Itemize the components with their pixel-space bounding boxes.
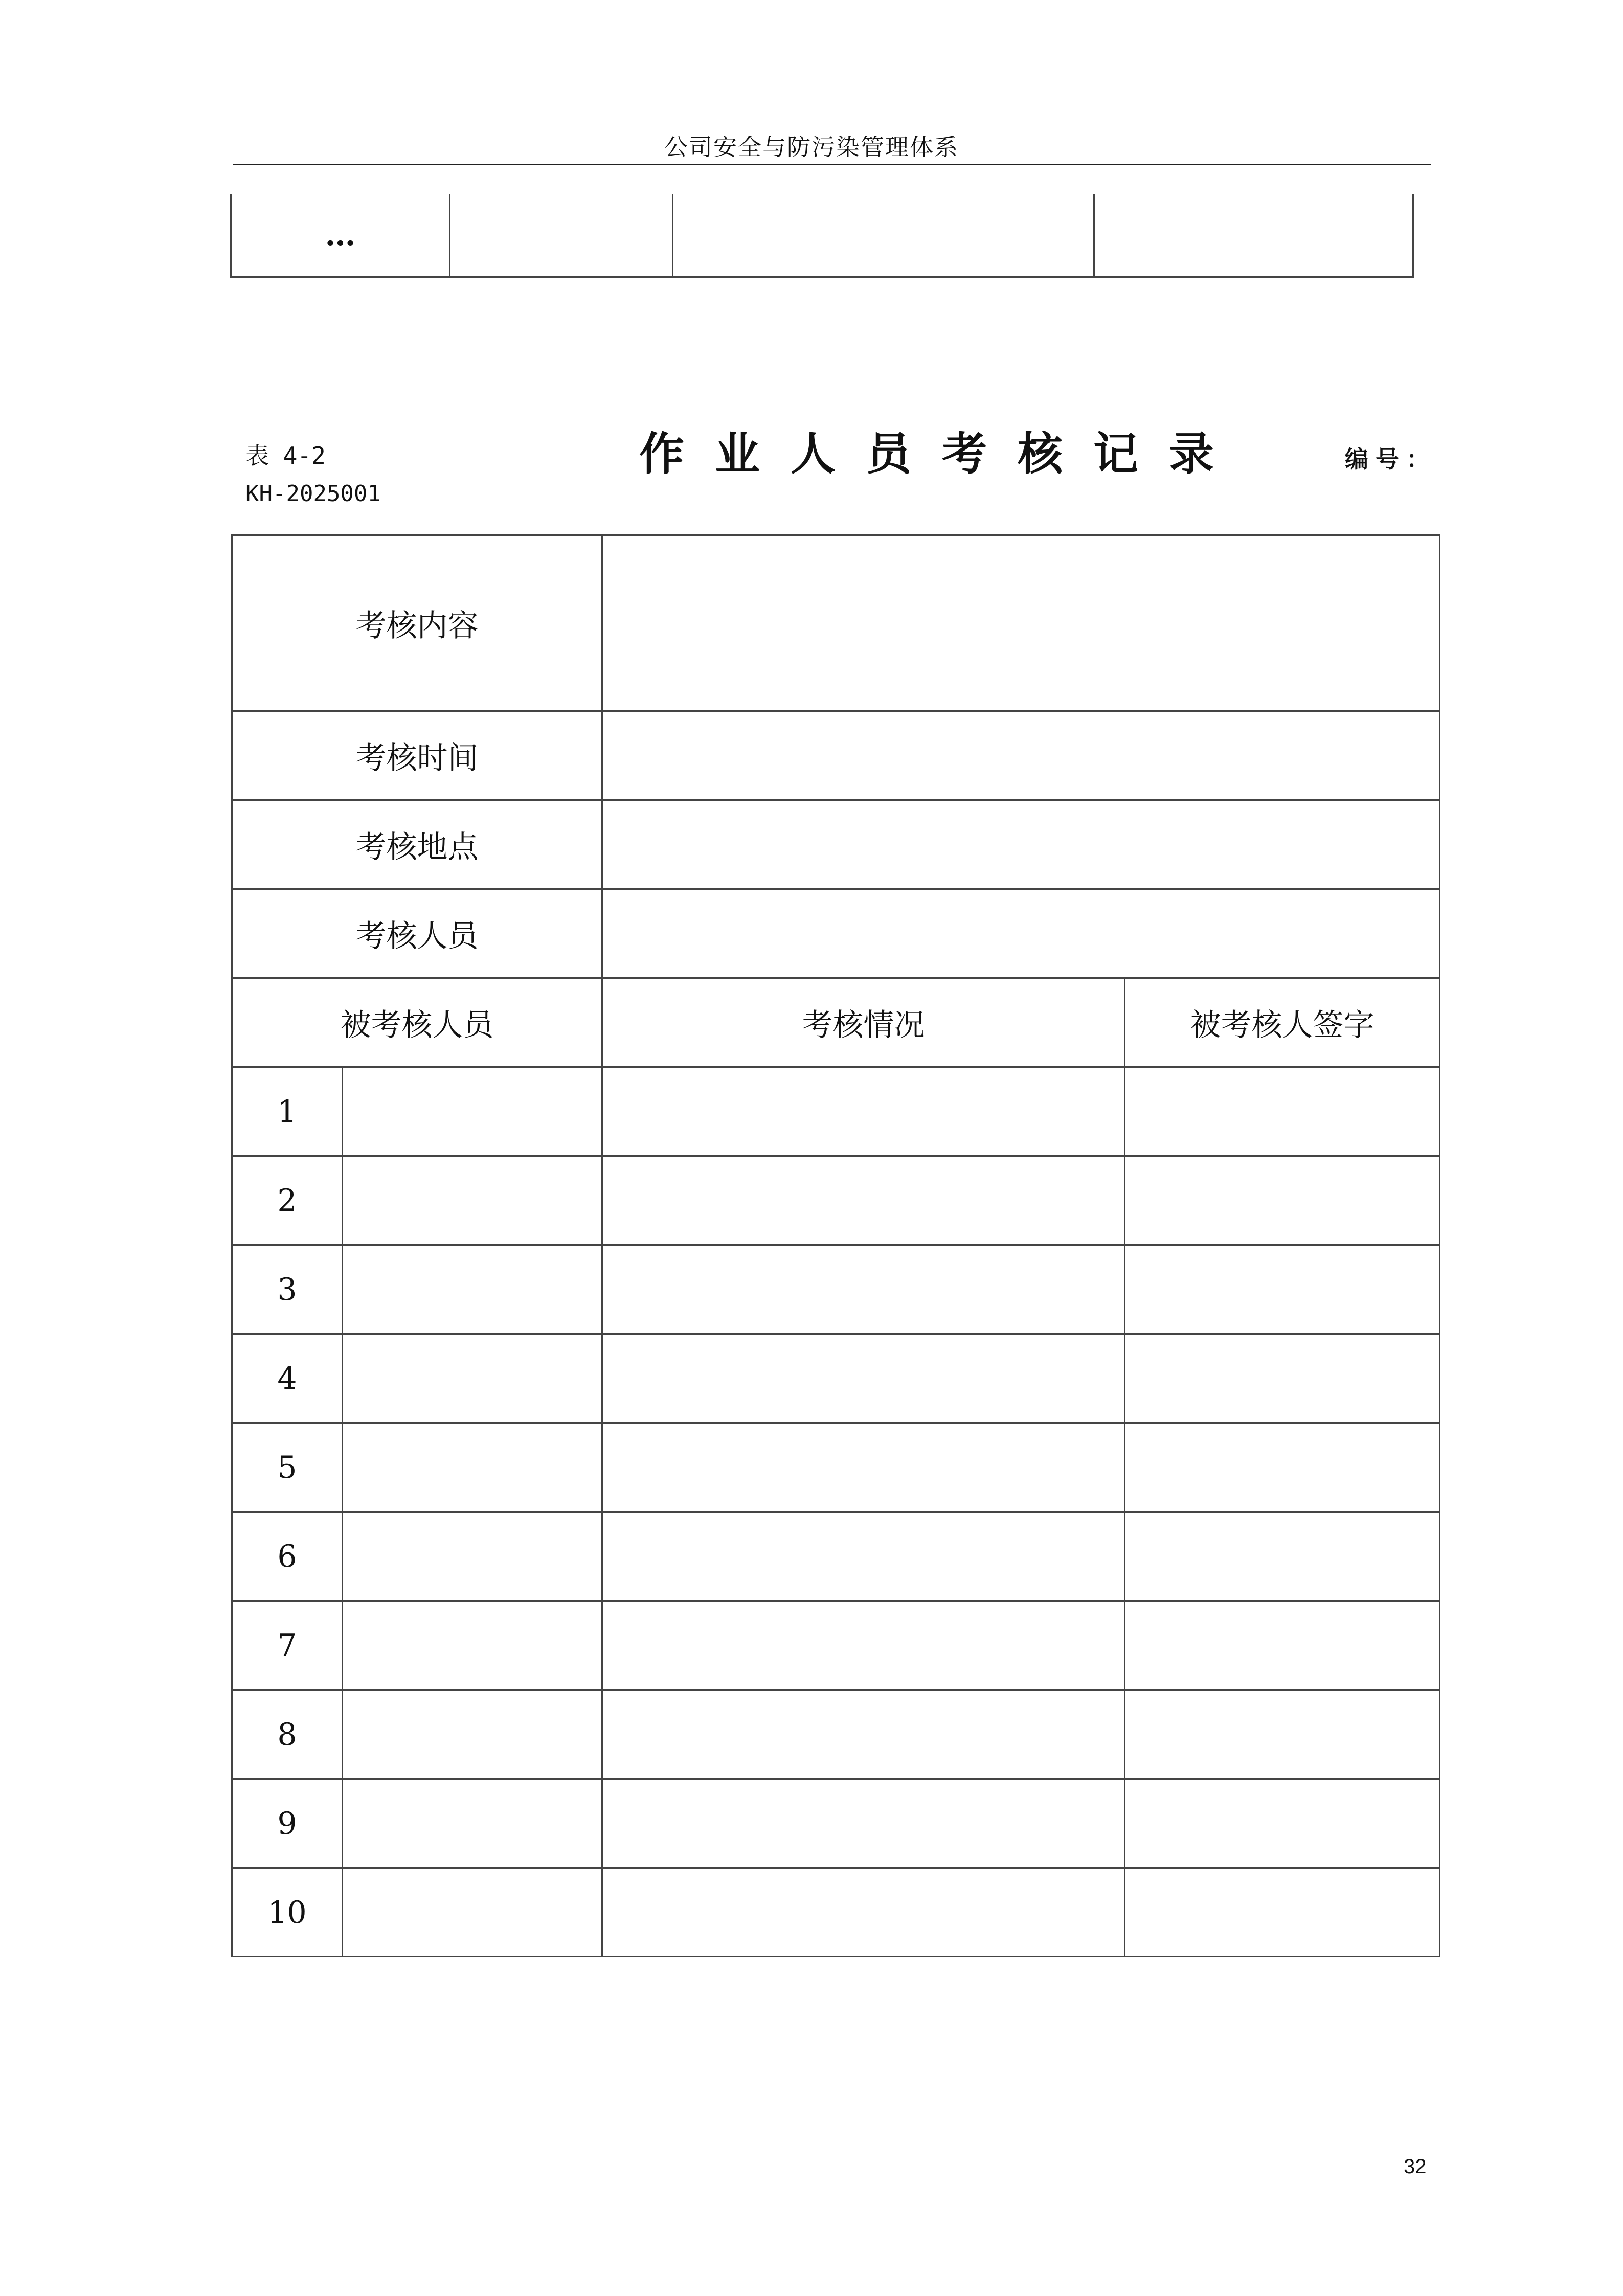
column-header: 考核情况 <box>602 978 1125 1067</box>
assessee-name-field[interactable] <box>343 1245 602 1334</box>
assessee-name-field[interactable] <box>343 1334 602 1423</box>
column-header: 被考核人员 <box>232 978 602 1067</box>
table-cell <box>450 194 673 277</box>
form-title: 作业人员考核记录 <box>639 427 1245 480</box>
signature-field[interactable] <box>1125 1067 1440 1156</box>
row-number: 5 <box>232 1423 343 1512</box>
info-row-time <box>232 711 1440 800</box>
row-number: 4 <box>232 1334 343 1423</box>
assessment-status-field[interactable] <box>602 1067 1125 1156</box>
table-row <box>232 1512 1440 1601</box>
column-header: 被考核人签字 <box>1125 978 1440 1067</box>
table-row <box>232 1423 1440 1512</box>
row-number: 9 <box>232 1779 343 1868</box>
table-row <box>232 1156 1440 1245</box>
table-row <box>232 1067 1440 1156</box>
info-row-content <box>232 535 1440 711</box>
assessee-name-field[interactable] <box>343 1601 602 1690</box>
table-row <box>231 194 1413 277</box>
signature-field[interactable] <box>1125 1334 1440 1423</box>
assessee-name-field[interactable] <box>343 1690 602 1779</box>
assessee-name-field[interactable] <box>343 1868 602 1957</box>
signature-field[interactable] <box>1125 1245 1440 1334</box>
form-code: KH-2025001 <box>245 481 381 507</box>
table-cell <box>673 194 1094 277</box>
assessment-table <box>231 534 1440 1957</box>
previous-table-continuation <box>230 194 1414 278</box>
signature-field[interactable] <box>1125 1868 1440 1957</box>
info-label: 考核内容 <box>232 535 602 711</box>
signature-field[interactable] <box>1125 1423 1440 1512</box>
info-label: 考核时间 <box>232 711 602 800</box>
form-label: 表 4-2 <box>245 442 326 469</box>
assessment-status-field[interactable] <box>602 1245 1125 1334</box>
assessee-name-field[interactable] <box>343 1156 602 1245</box>
assessee-name-field[interactable] <box>343 1779 602 1868</box>
row-number: 10 <box>232 1868 343 1957</box>
row-number: 2 <box>232 1156 343 1245</box>
assessee-name-field[interactable] <box>343 1512 602 1601</box>
assessment-status-field[interactable] <box>602 1690 1125 1779</box>
info-value-field[interactable] <box>602 711 1440 800</box>
signature-field[interactable] <box>1125 1512 1440 1601</box>
info-value-field[interactable] <box>602 800 1440 889</box>
table-row <box>232 1601 1440 1690</box>
number-label: 编号： <box>1345 445 1437 473</box>
row-number: 8 <box>232 1690 343 1779</box>
column-header-row <box>232 978 1440 1067</box>
table-row <box>232 1690 1440 1779</box>
row-number: 3 <box>232 1245 343 1334</box>
assessment-status-field[interactable] <box>602 1423 1125 1512</box>
info-value-field[interactable] <box>602 889 1440 978</box>
assessment-status-field[interactable] <box>602 1156 1125 1245</box>
table-row <box>232 1868 1440 1957</box>
info-label: 考核人员 <box>232 889 602 978</box>
info-value-field[interactable] <box>602 535 1440 711</box>
table-cell: … <box>231 194 450 277</box>
assessment-status-field[interactable] <box>602 1868 1125 1957</box>
info-row-location <box>232 800 1440 889</box>
assessment-status-field[interactable] <box>602 1601 1125 1690</box>
signature-field[interactable] <box>1125 1690 1440 1779</box>
table-row <box>232 1779 1440 1868</box>
signature-field[interactable] <box>1125 1779 1440 1868</box>
signature-field[interactable] <box>1125 1601 1440 1690</box>
table-cell <box>1094 194 1413 277</box>
row-number: 1 <box>232 1067 343 1156</box>
info-label: 考核地点 <box>232 800 602 889</box>
header-rule <box>233 164 1431 165</box>
signature-field[interactable] <box>1125 1156 1440 1245</box>
assessment-status-field[interactable] <box>602 1512 1125 1601</box>
assessee-name-field[interactable] <box>343 1067 602 1156</box>
assessment-status-field[interactable] <box>602 1779 1125 1868</box>
table-row <box>232 1245 1440 1334</box>
table-row <box>232 1334 1440 1423</box>
header-title: 公司安全与防污染管理体系 <box>664 133 959 161</box>
row-number: 7 <box>232 1601 343 1690</box>
info-row-assessor <box>232 889 1440 978</box>
row-number: 6 <box>232 1512 343 1601</box>
page-number: 32 <box>1404 2155 1427 2178</box>
assessment-status-field[interactable] <box>602 1334 1125 1423</box>
assessee-name-field[interactable] <box>343 1423 602 1512</box>
